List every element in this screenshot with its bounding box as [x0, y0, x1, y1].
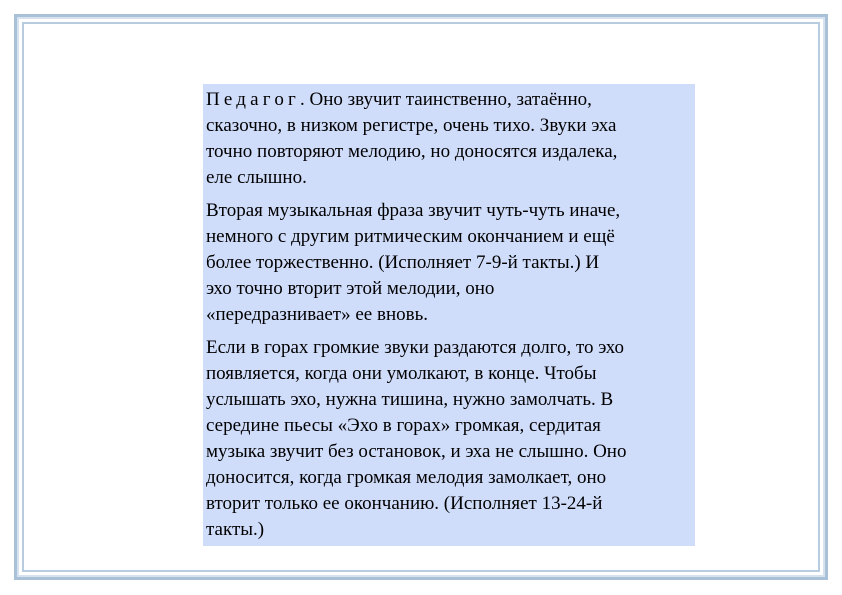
speaker-label: Педагог: [206, 89, 301, 110]
paragraph-1: [206, 87, 692, 191]
text-block: [203, 84, 695, 546]
paragraph-1-text: . Оно звучит таинственно, затаённо, сказочно, в низком регистре, очень тихо. Звуки эха точно повторяют мелодию, но доносятся издалека, еле слышно.: [206, 89, 618, 188]
paragraph-3: Если в горах громкие звуки раздаются долго, то эхо появляется, когда они умолкают, в конце. Чтобы услышать эхо, нужна тишина, нужно замолчать. В середине пьесы «Эхо в горах» громкая, сердитая музыка звучит без остановок, и эха не слышно. Оно доносится, когда громкая мелодия замолкает, оно вторит только ее окончанию. (Исполняет 13-24-й такты.): [206, 337, 627, 540]
paragraph-2: Вторая музыкальная фраза звучит чуть-чуть иначе, немного с другим ритмическим окончанием и ещё более торжественно. (Исполняет 7-9-й такты.) И эхо точно вторит этой мелодии, оно «передразнивает» ее вновь.: [206, 200, 621, 325]
